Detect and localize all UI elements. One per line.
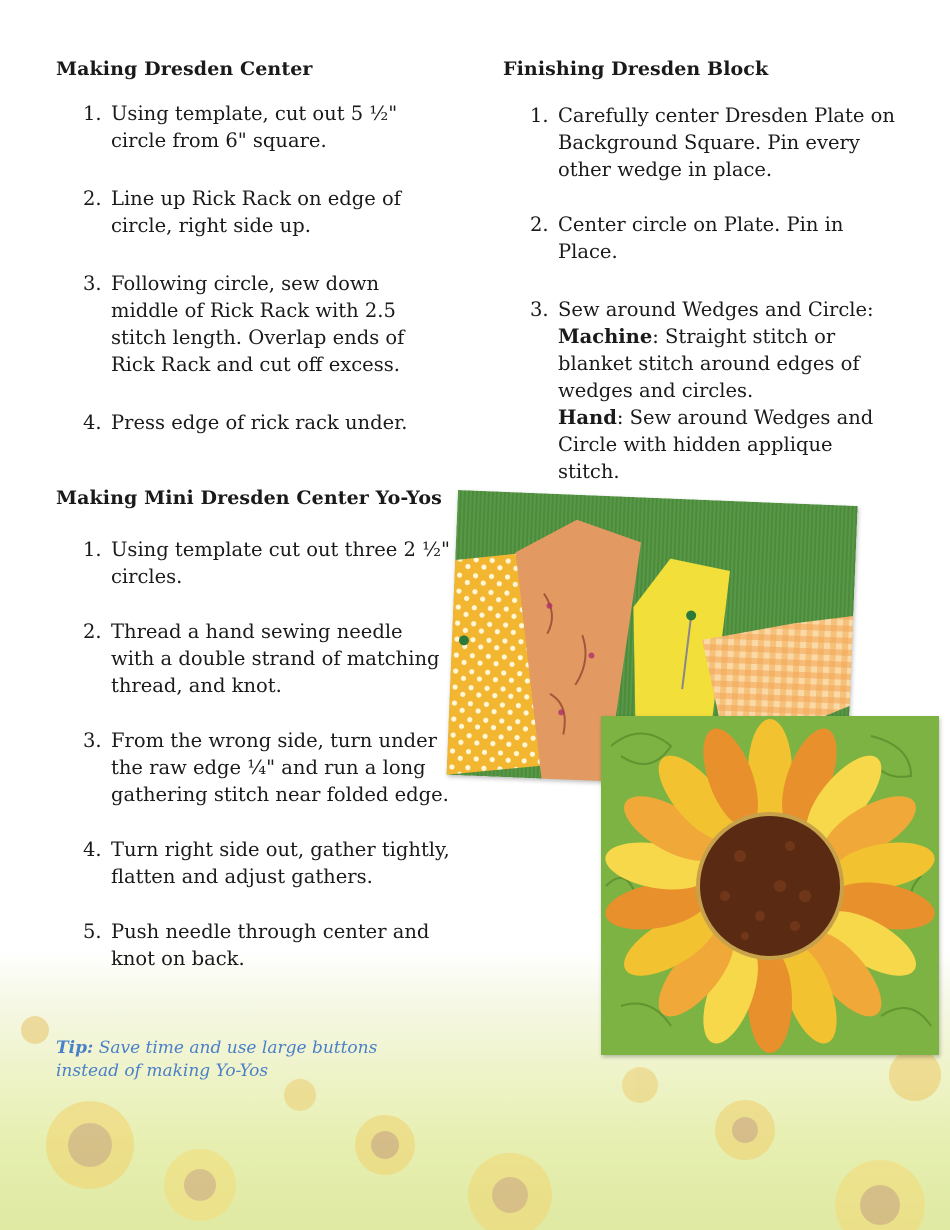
list-item: 1. Using template, cut out 5 ½" circle from 6" square. — [83, 102, 398, 152]
list-item: 1. Using template cut out three 2 ½" circles. — [83, 538, 451, 588]
left-column — [56, 58, 456, 436]
yoyo-steps-list — [83, 536, 451, 972]
machine-label: Machine — [558, 325, 653, 348]
list-item: 3. From the wrong side, turn under the raw edge ¼" and run a long gathering stitch near folded edge. — [83, 729, 449, 806]
list-item: 2. Line up Rick Rack on edge of circle, right side up. — [83, 187, 401, 237]
list-item: 4. Turn right side out, gather tightly, flatten and adjust gathers. — [83, 838, 450, 888]
heading-finishing-dresden-block: Finishing Dresden Block — [503, 58, 769, 80]
center-steps-list — [83, 100, 451, 436]
list-item: 2. Center circle on Plate. Pin in Place. — [530, 213, 844, 263]
list-item: 2. Thread a hand sewing needle with a double strand of matching thread, and knot. — [83, 620, 440, 697]
list-item: 4. Press edge of rick rack under. — [83, 411, 408, 434]
left-column-yoyo — [56, 487, 456, 972]
right-column — [503, 58, 903, 485]
tip-label: Tip: — [56, 1038, 94, 1058]
tip-text: Save time and use large buttons instead of making Yo-Yos — [56, 1038, 378, 1081]
finishing-steps-list — [530, 102, 898, 485]
list-item: 1. Carefully center Dresden Plate on Background Square. Pin every other wedge in place. — [530, 104, 895, 181]
hand-label: Hand — [558, 406, 617, 429]
list-item: 5. Push needle through center and knot on back. — [83, 920, 430, 970]
heading-making-mini-dresden-center-yoyos: Making Mini Dresden Center Yo-Yos — [56, 487, 442, 509]
heading-making-dresden-center: Making Dresden Center — [56, 58, 313, 80]
list-item: 3. Following circle, sew down middle of Rick Rack with 2.5 stitch length. Overlap ends of Rick Rack and cut off excess. — [83, 272, 405, 376]
tip-note — [56, 1037, 436, 1083]
list-item: 3. Sew around Wedges and Circle: Machine: Straight stitch or blanket stitch around edges of wedges and circles. Hand: Sew around Wedges and Circle with hidden applique stitch. — [530, 298, 874, 483]
finished-sunflower-block-photo — [601, 716, 939, 1055]
